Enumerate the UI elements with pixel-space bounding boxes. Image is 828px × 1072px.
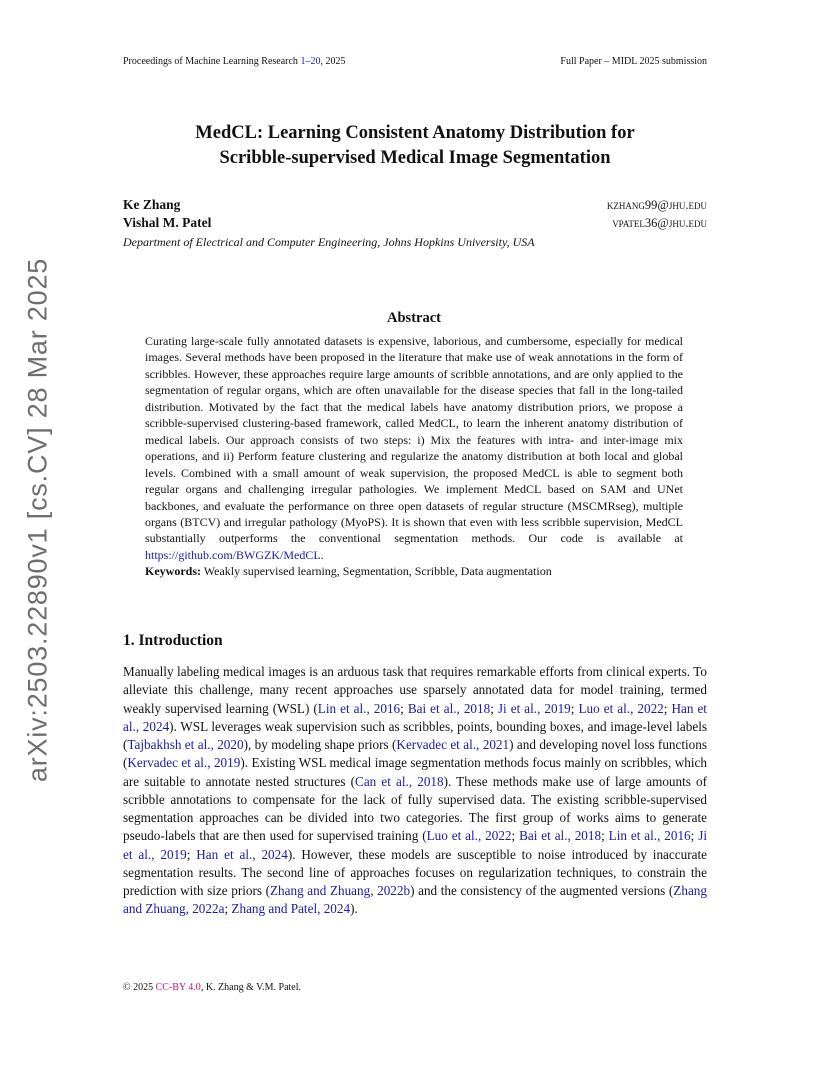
header-submission: Full Paper – MIDL 2025 submission [560, 56, 707, 67]
title-line-2: Scribble-supervised Medical Image Segmentation [219, 148, 611, 168]
author-name: Vishal M. Patel [123, 215, 212, 230]
abstract-text: Curating large-scale fully annotated datasets is expensive, laborious, and cumbersome, especially for medical images. Several methods have been proposed in the literature that make use of weak annotations in the form of scribbles. However, these approaches require large amounts of scribble annotations, and are only applied to the segmentation of regular organs, which are often unavailable for the disease species that fall in the long-tailed distribution. Motivated by the fact that the medical labels have anatomy distribution priors, we propose a scribble-supervised clustering-based framework, called MedCL, to learn the inherent anatomy distribution of medical labels. Our approach consists of two steps: i) Mix the features with intra- and inter-image mix operations, and ii) Perform feature clustering and regularize the anatomy distribution at both local and global levels. Combined with a small amount of weak supervision, the proposed MedCL is able to segment both regular organs and challenging irregular pathologies. We implement MedCL based on SAM and UNet backbones, and evaluate the performance on three open datasets of regular structure (MSCMRseg), multiple organs (BTCV) and irregular pathology (MyoPS). It is shown that even with less scribble supervision, MedCL substantially outperforms the conventional segmentation methods. Our code is available at https://github.com/BWGZK/MedCL. [145, 334, 683, 562]
citation-link[interactable]: Tajbakhsh et al., 2020 [127, 737, 244, 752]
citation-link[interactable]: Luo et al., 2022 [578, 700, 664, 716]
citation-link[interactable]: Ji et al., 2019 [497, 700, 571, 716]
keywords-label: Keywords: [145, 564, 201, 579]
citation-link[interactable]: Han et al., 2024 [123, 700, 707, 734]
citation-link[interactable]: Lin et al., 2016 [317, 700, 401, 716]
license-link[interactable]: CC-BY 4.0 [155, 982, 201, 993]
author-name: Ke Zhang [123, 197, 181, 212]
copyright-icon: © [123, 982, 131, 993]
paper-title [123, 121, 707, 171]
author-row [123, 196, 707, 214]
copyright-footer: © 2025 CC-BY 4.0, K. Zhang & V.M. Patel. [123, 982, 301, 993]
affiliation: Department of Electrical and Computer Engineering, Johns Hopkins University, USA [123, 235, 535, 249]
citation-link[interactable]: Kervadec et al., 2021 [396, 737, 510, 752]
header-pages-link[interactable]: 1–20 [300, 56, 321, 67]
citation-link[interactable]: Zhang and Zhuang, 2022b [270, 883, 411, 898]
citation-link[interactable]: Kervadec et al., 2019 [127, 755, 241, 771]
arxiv-identifier: arXiv:2503.22890v1 [cs.CV] 28 Mar 2025 [22, 257, 53, 783]
citation-link[interactable]: Ji et al., 2019 [123, 828, 707, 862]
citation-link[interactable]: Han et al., 2024 [196, 846, 288, 862]
citation-link[interactable]: Can et al., 2018 [355, 773, 444, 789]
citation-link[interactable]: Zhang and Zhuang, 2022a [123, 883, 707, 917]
author-email[interactable]: vpatel36@jhu.edu [612, 216, 707, 230]
title-line-1: MedCL: Learning Consistent Anatomy Distribution for [195, 123, 635, 143]
keywords-list: Weakly supervised learning, Segmentation, Scribble, Data augmentation [201, 564, 552, 579]
author-block [123, 196, 707, 251]
citation-link[interactable]: Luo et al., 2022 [426, 828, 512, 844]
code-link[interactable]: https://github.com/BWGZK/MedCL [145, 547, 321, 562]
header-proceedings: Proceedings of Machine Learning Research 1–20, 2025 [123, 56, 346, 67]
abstract-heading: Abstract [387, 310, 441, 326]
author-row [123, 214, 707, 232]
citation-link[interactable]: Bai et al., 2018 [407, 700, 491, 716]
citation-link[interactable]: Bai et al., 2018 [519, 828, 602, 844]
keywords [145, 563, 683, 579]
citation-link[interactable]: Lin et al., 2016 [608, 828, 691, 844]
section-heading-introduction: 1. Introduction [123, 632, 223, 649]
introduction-paragraph: Manually labeling medical images is an arduous task that requires remarkable efforts from clinical experts. To alleviate this challenge, many recent approaches use sparsely annotated data for model training, termed weakly supervised learning (WSL) (Lin et al., 2016; Bai et al., 2018; Ji et al., 2019; Luo et al., 2022; Han et al., 2024). WSL leverages weak supervision such as scribbles, points, bounding boxes, and image-level labels (Tajbakhsh et al., 2020), by modeling shape priors (Kervadec et al., 2021) and developing novel loss functions (Kervadec et al., 2019). Existing WSL medical image segmentation methods focus mainly on scribbles, which are suitable to annotate nested structures (Can et al., 2018). These methods make use of large amounts of scribble annotations to compensate for the lack of fully supervised data. The existing scribble-supervised segmentation approaches can be divided into two categories. The first group of works aims to generate pseudo-labels that are then used for supervised training (Luo et al., 2022; Bai et al., 2018; Lin et al., 2016; Ji et al., 2019; Han et al., 2024). However, these models are susceptible to noise introduced by inaccurate segmentation results. The second line of approaches focuses on regularization techniques, to constrain the prediction with size priors (Zhang and Zhuang, 2022b) and the consistency of the augmented versions (Zhang and Zhuang, 2022a; Zhang and Patel, 2024). [123, 664, 708, 917]
citation-link[interactable]: Zhang and Patel, 2024 [231, 901, 351, 917]
author-email[interactable]: kzhang99@jhu.edu [606, 198, 707, 212]
abstract-section [145, 310, 683, 580]
